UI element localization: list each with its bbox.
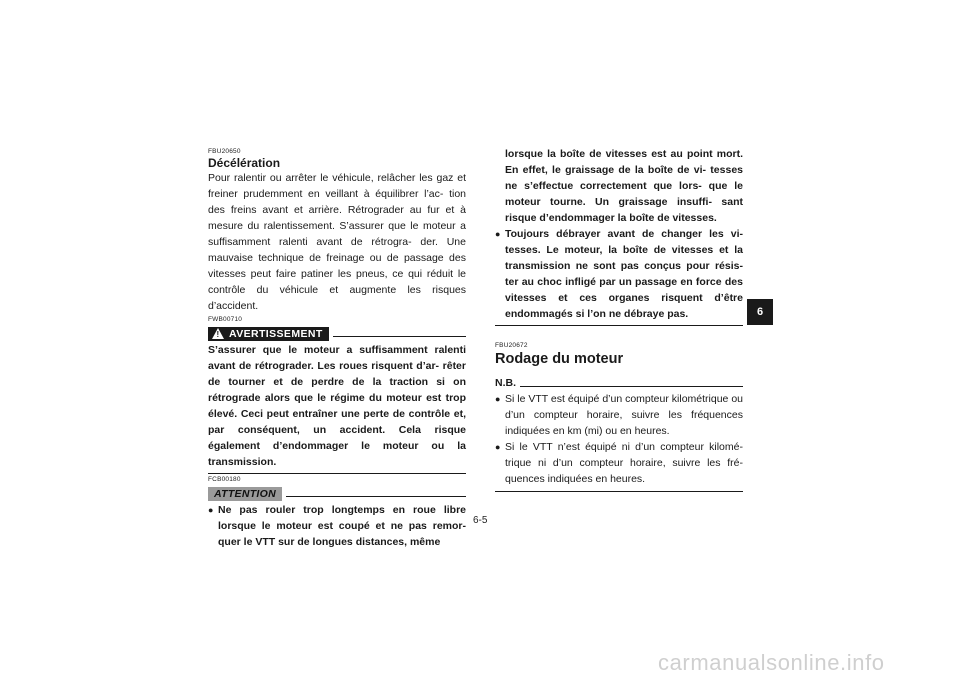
chapter-tab: 6 [747, 299, 773, 325]
nb-item [495, 391, 743, 439]
nb-item-text: Si le VTT est équipé d’un compteur kilométrique ou d’un compteur horaire, suivre les fréquences indiquées en km (mi) ou en heures. [505, 393, 743, 437]
warning-triangle-icon: ! [212, 328, 224, 339]
right-column [495, 146, 743, 492]
nb-header [495, 374, 743, 391]
attention-bullet-1-text: Ne pas rouler trop longtemps en roue libre lorsque le moteur est coupé et ne pas remor- quer le VTT sur de longues distances, même [218, 504, 466, 548]
bullet-icon: ● [495, 442, 501, 452]
warning-end-rule [208, 473, 466, 474]
attention-header [208, 485, 466, 502]
warning-text: S’assurer que le moteur a suffisamment ralenti avant de rétrograder. Les roues risquent d’ar- rêter de tourner et de perdre de la traction si on rétrograde alors que le régime du moteur est trop élevé. Ceci peut entraîner une perte de contrôle et, par conséquent, un accident. Cela risque également d’endommager le moteur ou la transmission. [208, 344, 466, 468]
attention-continued-text: lorsque la boîte de vitesses est au point mort. En effet, le graissage de la boîte de vi- tesses ne s’effectue correctement que lors- que le moteur tourne. Un graissage insuffi- sant risque d’endommager la boîte de vitesses. [505, 148, 743, 224]
attention-header-rule [286, 496, 466, 497]
bullet-icon: ● [495, 229, 501, 239]
deceleration-paragraph: Pour ralentir ou arrêter le véhicule, relâcher les gaz et freiner prudemment en veillant à équilibrer l’ac- tion des freins avant et arrière. Rétrograder au fur et à mesure du ralentissement. S’assurer que le moteur a suffisamment ralenti avant de rétrogra- der. Une mauvaise technique de freinage ou de passage des vitesses peut faire patiner les pneus, ce qui réduit le contrôle du véhicule et augmente les risques d’accident. [208, 172, 466, 312]
warning-code: FWB00710 [208, 316, 243, 323]
nb-item [495, 439, 743, 487]
attention-badge [208, 487, 282, 501]
nb-label: N.B. [495, 376, 516, 389]
nb-item-text: Si le VTT n’est équipé ni d’un compteur kilomé- trique ni d’un compteur horaire, suivre les fré- quences indiquées en heures. [505, 441, 743, 485]
warning-header [208, 325, 466, 342]
warning-label: AVERTISSEMENT [229, 327, 323, 340]
attention-code: FCB00180 [208, 476, 241, 483]
attention-bullet-1-continued [495, 146, 743, 226]
bullet-icon: ● [495, 394, 501, 404]
attention-bullet-1 [208, 502, 466, 550]
nb-end-rule [495, 491, 743, 492]
warning-header-rule [333, 336, 466, 337]
page-number: 6-5 [473, 515, 488, 526]
warning-badge [208, 327, 329, 341]
left-column [208, 148, 466, 550]
section-title-deceleration: Décélération [208, 156, 281, 170]
section-title-rodage: Rodage du moteur [495, 351, 624, 367]
bullet-icon: ● [208, 505, 214, 515]
section-code-rodage: FBU20672 [495, 342, 528, 349]
attention-bullet-2-text: Toujours débrayer avant de changer les vi- tesses. Le moteur, la boîte de vitesses et la transmission ne sont pas conçus pour résis- ter au choc infligé par un passage en force des vitesses et ces organes risquent d’être endommagés si l’on ne débraye pas. [505, 228, 743, 320]
section-code: FBU20650 [208, 148, 241, 155]
watermark: carmanualsonline.info [658, 650, 885, 675]
nb-header-rule [520, 386, 743, 387]
attention-end-rule [495, 325, 743, 326]
attention-bullet-2 [495, 226, 743, 322]
attention-label: ATTENTION [214, 487, 276, 500]
